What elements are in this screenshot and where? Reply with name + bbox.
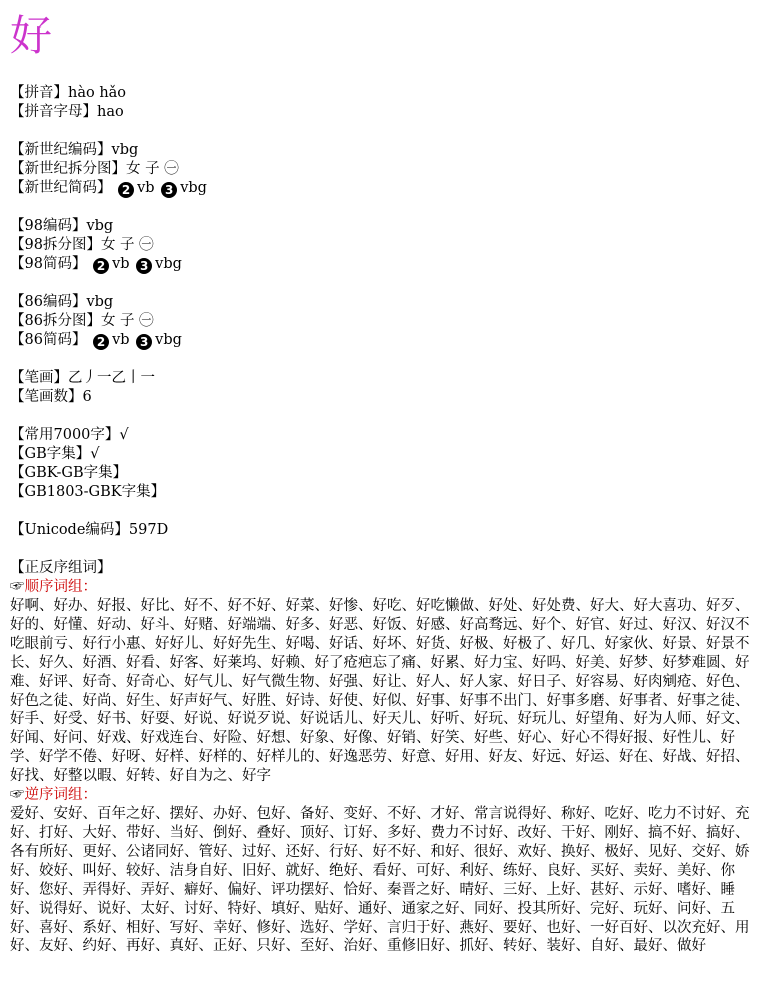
w86-short-v2: vbg bbox=[155, 332, 182, 348]
pinyin-letters-row bbox=[10, 103, 760, 122]
stroke-count-row bbox=[10, 388, 760, 407]
strokes-value: 乙丿一乙丨一 bbox=[68, 370, 155, 386]
w86-split-label: 【86拆分图】 bbox=[10, 313, 101, 329]
forward-words: 好啊、好办、好报、好比、好不、好不好、好菜、好惨、好吃、好吃懒做、好处、好处费、好大、好大喜功、好歹、好的、好懂、好动、好斗、好赌、好端端、好多、好恶、好饭、好感、好高骛远、好个、好官、好过、好汉、好汉不吃眼前亏、好行小惠、好好儿、好好先生、好喝、好话、好坏、好货、好极、好极了、好几、好家伙、好景、好景不长、好久、好酒、好看、好客、好莱坞、好赖、好了疮疤忘了痛、好累、好力宝、好吗、好美、好梦、好梦难圆、好难、好评、好奇、好奇心、好气儿、好气微生物、好强、好让、好人、好人家、好日子、好容易、好肉剜疮、好色、好色之徒、好尚、好生、好声好气、好胜、好诗、好使、好似、好事、好事不出门、好事多磨、好事者、好事之徒、好手、好受、好书、好耍、好说、好说歹说、好说话儿、好天儿、好听、好玩、好玩儿、好望角、好为人师、好文、好闻、好问、好戏、好戏连台、好险、好想、好象、好像、好销、好笑、好些、好心、好心不得好报、好性儿、好学、好学不倦、好呀、好样、好样的、好样儿的、好逸恶劳、好意、好用、好友、好远、好运、好在、好战、好招、好找、好整以暇、好转、好自为之、好字 bbox=[10, 598, 750, 785]
circled-number-icon: 2 bbox=[93, 258, 109, 274]
w98-short-v2: vbg bbox=[155, 256, 182, 272]
gbk-gb-row bbox=[10, 464, 760, 483]
circled-number-icon: 3 bbox=[136, 334, 152, 350]
pinyin-label: 【拼音】 bbox=[10, 85, 68, 101]
xsj-code-label: 【新世纪编码】 bbox=[10, 142, 112, 158]
stroke-count-value: 6 bbox=[82, 389, 92, 405]
w98-code-row bbox=[10, 217, 760, 236]
w86-split-value: 女 子 ㊀ bbox=[100, 313, 154, 329]
character-heading: 好 bbox=[10, 11, 53, 60]
circled-number-icon: 2 bbox=[93, 334, 109, 350]
pointing-hand-icon: ☞ bbox=[10, 579, 25, 595]
reverse-words: 爱好、安好、百年之好、摆好、办好、包好、备好、变好、不好、才好、常言说得好、称好、吃好、吃力不讨好、充好、打好、大好、带好、当好、倒好、叠好、顶好、订好、多好、费力不讨好、改好、干好、刚好、搞不好、搞好、各有所好、更好、公诸同好、管好、过好、还好、行好、好不好、和好、很好、欢好、换好、极好、见好、交好、娇好、姣好、叫好、较好、洁身自好、旧好、就好、绝好、看好、可好、利好、练好、良好、买好、卖好、美好、你好、您好、弄得好、弄好、癖好、偏好、评功摆好、恰好、秦晋之好、晴好、三好、上好、甚好、示好、嗜好、睡好、说得好、说好、太好、讨好、特好、填好、贴好、通好、通家之好、同好、投其所好、完好、玩好、问好、五好、喜好、系好、相好、写好、幸好、修好、选好、学好、言归于好、燕好、要好、也好、一好百好、以次充好、用好、友好、约好、再好、真好、正好、只好、至好、治好、重修旧好、抓好、转好、装好、自好、最好、做好 bbox=[10, 806, 750, 955]
w98-short-row bbox=[10, 255, 760, 274]
w86-short-row bbox=[10, 331, 760, 350]
pinyin-letters-label: 【拼音字母】 bbox=[10, 104, 97, 120]
w86-code-row bbox=[10, 293, 760, 312]
w98-split-label: 【98拆分图】 bbox=[10, 237, 101, 253]
w98-short-label: 【98简码】 bbox=[10, 256, 87, 272]
reverse-label: 逆序词组： bbox=[24, 787, 97, 804]
circled-number-icon: 2 bbox=[118, 182, 134, 198]
gbk-gb-label: 【GBK-GB字集】 bbox=[10, 465, 128, 481]
unicode-value: 597D bbox=[128, 522, 169, 538]
w86-code-label: 【86编码】 bbox=[10, 294, 87, 310]
xsj-split-label: 【新世纪拆分图】 bbox=[10, 161, 126, 177]
gb1803-row bbox=[10, 483, 760, 502]
xsj-short-label: 【新世纪简码】 bbox=[10, 180, 112, 196]
xsj-short-v1: vb bbox=[137, 180, 155, 196]
pinyin-row bbox=[10, 84, 760, 103]
common7000-label: 【常用7000字】 bbox=[10, 427, 120, 443]
w98-split-value: 女 子 ㊀ bbox=[100, 237, 154, 253]
reverse-heading bbox=[10, 786, 760, 805]
pinyin-value: hào hǎo bbox=[68, 85, 127, 101]
w86-short-label: 【86简码】 bbox=[10, 332, 87, 348]
w98-short-v1: vb bbox=[112, 256, 130, 272]
forward-heading bbox=[10, 578, 760, 597]
xsj-split-row bbox=[10, 160, 760, 179]
word-group-header: 【正反序组词】 bbox=[10, 560, 112, 576]
gb-value: √ bbox=[90, 446, 100, 462]
w98-code-label: 【98编码】 bbox=[10, 218, 87, 234]
stroke-count-label: 【笔画数】 bbox=[10, 389, 83, 405]
common7000-value: √ bbox=[119, 427, 129, 443]
strokes-row bbox=[10, 369, 760, 388]
xsj-short-row bbox=[10, 179, 760, 198]
common7000-row bbox=[10, 426, 760, 445]
forward-label: 顺序词组： bbox=[24, 579, 97, 595]
w86-short-v1: vb bbox=[112, 332, 130, 348]
w98-split-row bbox=[10, 236, 760, 255]
unicode-row bbox=[10, 521, 760, 540]
xsj-code-value: vbg bbox=[111, 142, 139, 158]
pointing-hand-icon: ☞ bbox=[10, 787, 25, 804]
strokes-label: 【笔画】 bbox=[10, 370, 68, 386]
w86-code-value: vbg bbox=[86, 294, 114, 310]
w98-code-value: vbg bbox=[86, 218, 114, 234]
xsj-code-row bbox=[10, 141, 760, 160]
circled-number-icon: 3 bbox=[136, 258, 152, 274]
gb-row bbox=[10, 445, 760, 464]
unicode-label: 【Unicode编码】 bbox=[10, 522, 129, 538]
xsj-split-value: 女 子 ㊀ bbox=[126, 161, 179, 177]
pinyin-letters-value: hao bbox=[97, 104, 124, 120]
gb-label: 【GB字集】 bbox=[10, 446, 91, 462]
circled-number-icon: 3 bbox=[161, 182, 177, 198]
xsj-short-v2: vbg bbox=[180, 180, 207, 196]
w86-split-row bbox=[10, 312, 760, 331]
gb1803-label: 【GB1803-GBK字集】 bbox=[10, 484, 166, 500]
